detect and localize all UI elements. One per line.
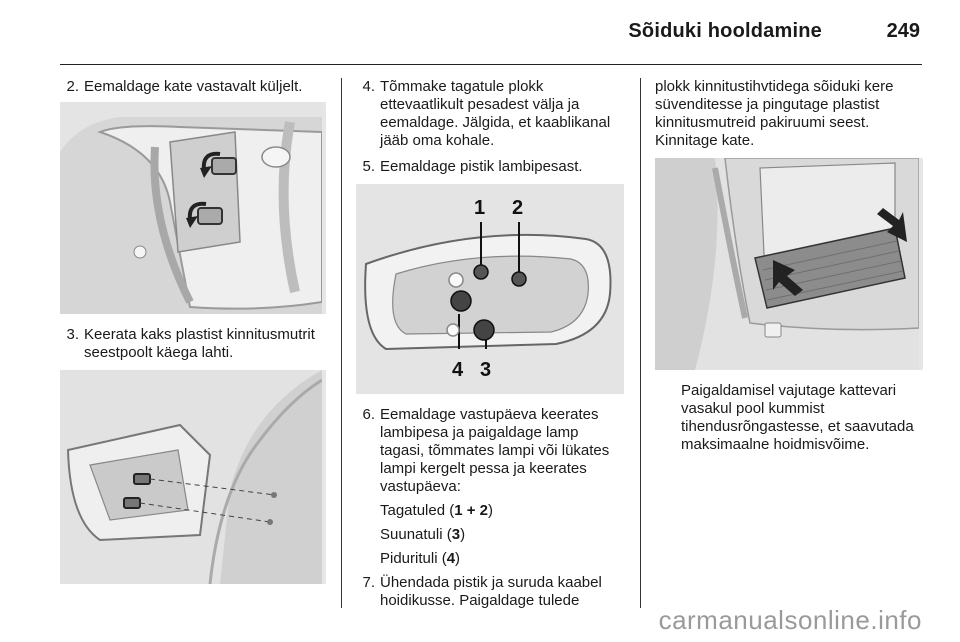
callout-1: 1 [474,197,486,219]
step-5 [356,158,624,176]
step-7-continuation: plokk kinnitustihvtidega sõiduki kere süvenditesse ja pingutage plastist kinnitusmutreid pakiruumi seest. Kinnitage kate. [655,78,894,149]
step-text: Eemaldage kate vastavalt küljelt. [84,78,303,95]
column-3 [655,78,923,454]
cover-removal-illustration [60,102,326,314]
bulb-item-brake: Piduritul​i (4) [380,550,461,567]
callout-4: 4 [452,359,464,381]
step-4 [356,78,624,150]
step-7 [356,574,624,610]
step-number: 7. [362,574,375,591]
bulb-item-tail: Tagatuled (1 + 2) [380,502,493,519]
nut-removal-illustration [60,370,326,584]
page-number: 249 [886,20,920,42]
installation-note: Paigaldamisel vajutage kattevari vasakul pool kummist tihendusrõngastesse, et saavutada maksimaalne hoidmisvõime. [681,382,914,453]
page-title: Sõiduki hooldamine [628,20,822,42]
cover-install-illustration [655,158,923,370]
step-3 [60,326,326,362]
step-text: Eemaldage vastupäeva keerates lambipesa ja paigaldage lamp tagasi, tõmmates lampi või lükates lampi kergelt pessa ja keerates vastupäeva: [380,406,610,495]
step-number: 3. [66,326,79,343]
step-text: Tõmmake tagatule plokk ettevaatlikult pesadest välja ja eemaldage. Jälgida, et kaablikanal jääb oma kohale. [380,78,611,149]
step-text: Ühendada pistik ja suruda kaabel hoidikusse. Paigaldage tulede [380,574,602,609]
taillight-bulbs-illustration [356,184,624,394]
step-number: 5. [362,158,375,175]
step-number: 4. [362,78,375,95]
step-text: Keerata kaks plastist kinnitusmutrit seestpoolt käega lahti. [84,326,315,361]
column-1 [60,78,326,584]
watermark: carmanualsonline.info [658,605,922,635]
column-divider [640,78,641,608]
callout-2: 2 [512,197,524,219]
step-6 [356,406,624,496]
callout-3: 3 [480,359,492,381]
column-2 [356,78,624,610]
step-2 [60,78,326,96]
column-divider [341,78,342,608]
page-header [60,0,922,65]
step-text: Eemaldage pistik lambipesast. [380,158,583,175]
step-number: 6. [362,406,375,423]
bulb-item-turn: Suunatuli (3) [380,526,466,543]
step-number: 2. [66,78,79,95]
